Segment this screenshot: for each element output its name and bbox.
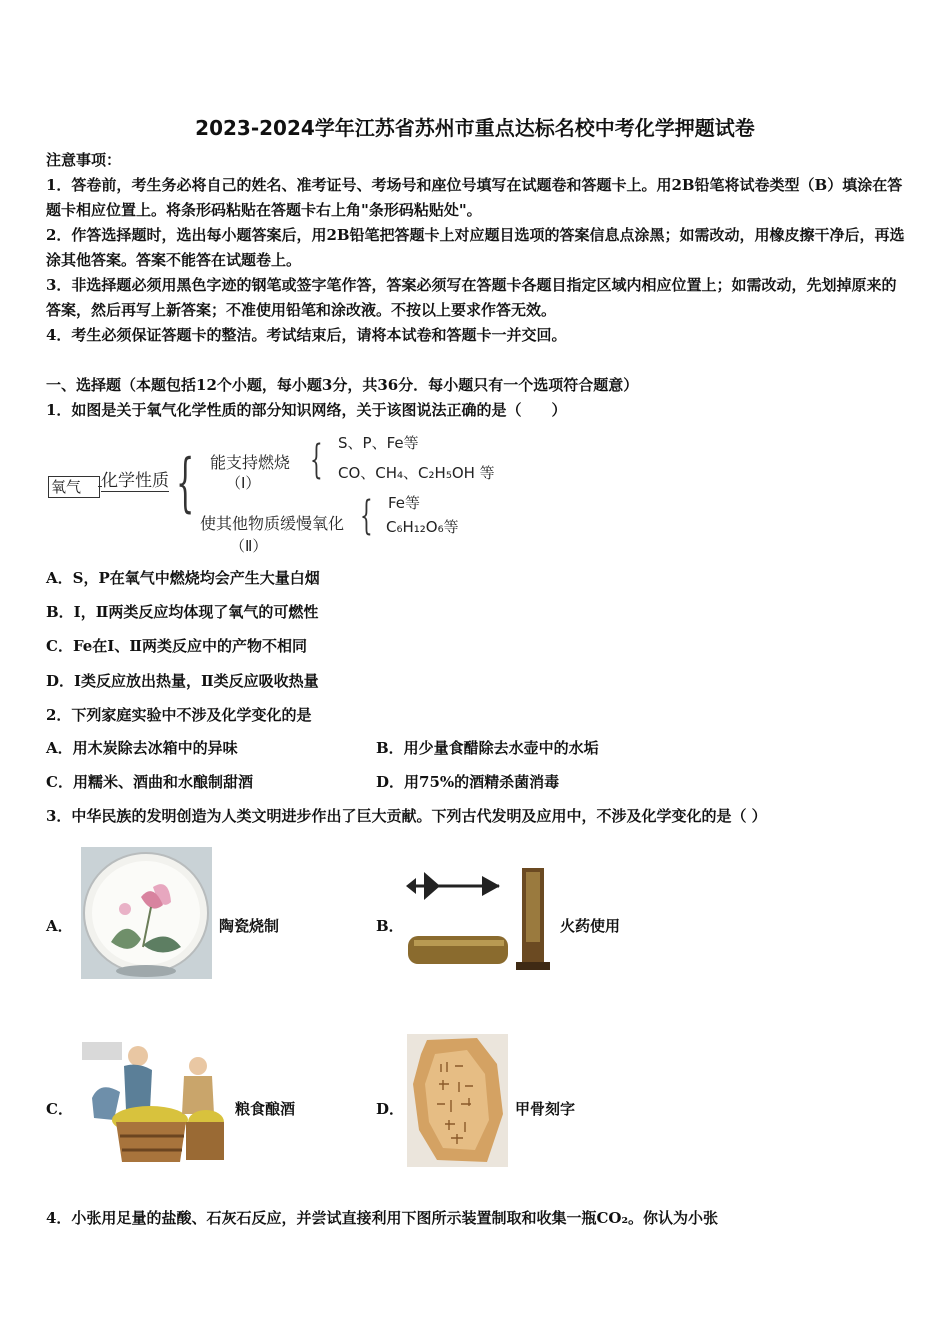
notice-block (46, 148, 908, 348)
q1-option-b: B．Ⅰ，Ⅱ两类反应均体现了氧气的可燃性 (46, 603, 319, 621)
gunpowder-weapons-image (404, 862, 556, 980)
q3-option-c-letter: C． (46, 1100, 73, 1118)
section-heading: 一、选择题（本题包括12个小题，每小题3分，共36分．每小题只有一个选项符合题意） (46, 376, 639, 394)
q2-stem: 2．下列家庭实验中不涉及化学变化的是 (46, 706, 312, 724)
branch-1-label: 能支持燃烧 (210, 453, 291, 472)
branch-2-label: 使其他物质缓慢氧化 (200, 514, 345, 533)
diagram-root-box: 氧气 (48, 476, 100, 498)
q4-stem: 4．小张用足量的盐酸、石灰石反应，并尝试直接利用下图所示装置制取和收集一瓶CO₂。你认为小张 (46, 1209, 719, 1227)
q2-option-c: C．用糯米、酒曲和水酿制甜酒 (46, 773, 253, 791)
wine-brewing-image (80, 1040, 226, 1166)
porcelain-plate-image (81, 847, 212, 979)
branch-1-item: S、P、Fe等 (338, 434, 419, 452)
brace-symbol: { (310, 437, 323, 483)
notice-heading: 注意事项： (46, 151, 122, 169)
branch-2-tag: （Ⅱ） (230, 537, 268, 555)
q1-option-a: A．S，P在氧气中燃烧均会产生大量白烟 (46, 569, 320, 587)
q1-option-c: C．Fe在Ⅰ、Ⅱ两类反应中的产物不相同 (46, 637, 307, 655)
q3-option-a-letter: A． (46, 917, 73, 935)
notice-item: 4．考生必须保证答题卡的整洁。考试结束后，请将本试卷和答题卡一并交回。 (46, 326, 567, 344)
q2-option-d: D．用75%的酒精杀菌消毒 (376, 773, 560, 791)
q1-stem: 1．如图是关于氧气化学性质的部分知识网络，关于该图说法正确的是（ ） (46, 401, 567, 419)
branch-1-tag: （Ⅰ） (226, 474, 261, 492)
page-title: 2023-2024学年江苏省苏州市重点达标名校中考化学押题试卷 (195, 116, 755, 140)
diagram-branch: 化学性质 (101, 466, 169, 492)
q3-option-c-caption: 粮食酿酒 (235, 1100, 296, 1118)
notice-item: 1．答卷前，考生务必将自己的姓名、准考证号、考场号和座位号填写在试题卷和答题卡上。用2B铅笔将试卷类型（B）填涂在答题卡相应位置上。将条形码粘贴在答题卡右上角"条形码粘贴处"。 (46, 176, 903, 219)
q3-option-d-caption: 甲骨刻字 (515, 1100, 576, 1118)
oracle-bone-image (407, 1034, 508, 1167)
branch-1-item: CO、CH₄、C₂H₅OH 等 (338, 464, 495, 482)
brace-symbol: { (176, 446, 195, 520)
brace-symbol: { (360, 493, 373, 539)
notice-item: 2．作答选择题时，选出每小题答案后，用2B铅笔把答题卡上对应题目选项的答案信息点涂黑；如需改动，用橡皮擦干净后，再选涂其他答案。答案不能答在试题卷上。 (46, 226, 905, 269)
q3-option-b-letter: B． (376, 917, 404, 935)
branch-2-item: C₆H₁₂O₆等 (386, 518, 459, 536)
notice-item: 3．非选择题必须用黑色字迹的钢笔或签字笔作答，答案必须写在答题卡各题目指定区域内相应位置上；如需改动，先划掉原来的答案，然后再写上新答案；不准使用铅笔和涂改液。不按以上要求作答无效。 (46, 276, 897, 319)
q3-stem: 3．中华民族的发明创造为人类文明进步作出了巨大贡献。下列古代发明及应用中，不涉及化学变化的是（ ） (46, 807, 767, 825)
q2-option-a: A．用木炭除去冰箱中的异味 (46, 739, 238, 757)
q1-option-d: D．Ⅰ类反应放出热量，Ⅱ类反应吸收热量 (46, 672, 319, 690)
q3-option-b-caption: 火药使用 (560, 917, 621, 935)
q3-option-a-caption: 陶瓷烧制 (219, 917, 280, 935)
q2-option-b: B．用少量食醋除去水壶中的水垢 (376, 739, 599, 757)
q3-option-d-letter: D． (376, 1100, 405, 1118)
branch-2-item: Fe等 (388, 494, 421, 512)
